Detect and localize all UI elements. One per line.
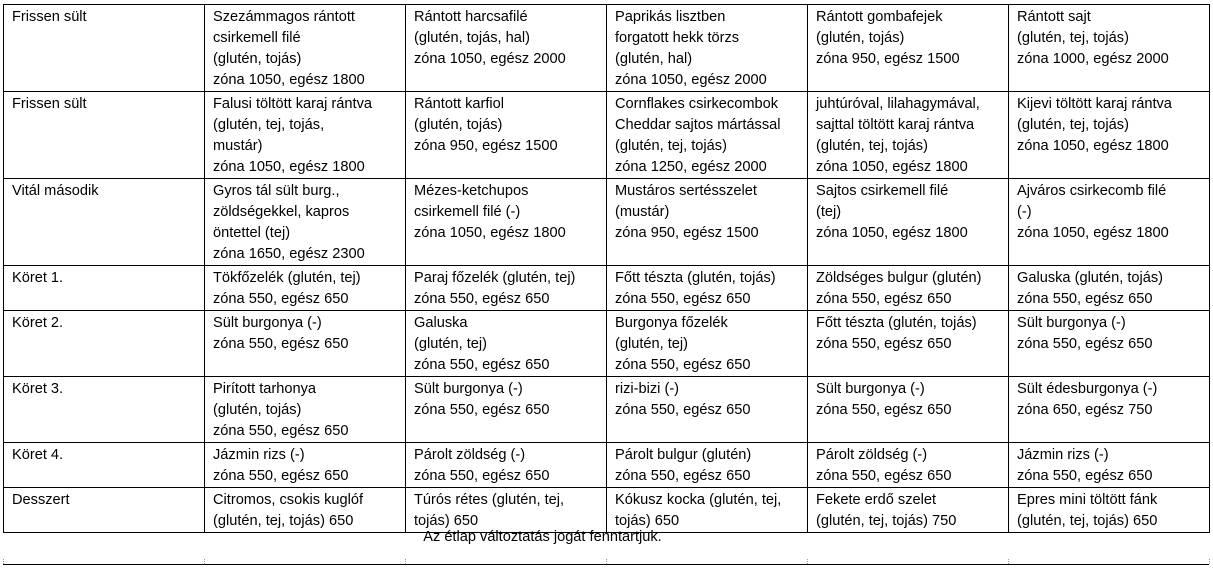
dish-cell (406, 311, 607, 377)
dish-line: zóna 1000, egész 2000 (1017, 51, 1169, 67)
dish-line: Sült burgonya (-) (1017, 315, 1126, 331)
dish-cell (1009, 92, 1210, 179)
dish-line: (tej) (816, 204, 842, 220)
dish-line: Sült burgonya (-) (816, 381, 925, 397)
dish-line: zóna 550, egész 650 (615, 357, 751, 373)
dish-cell (406, 443, 607, 488)
dish-line: zóna 550, egész 650 (816, 402, 952, 418)
dish-line: Ajváros csirkecomb filé (1017, 183, 1167, 199)
dish-line: zóna 1050, egész 1800 (816, 225, 968, 241)
dish-cell (406, 5, 607, 92)
dish-line: Burgonya főzelék (615, 315, 728, 331)
dish-cell (607, 179, 808, 266)
dish-line: (glutén, hal) (615, 51, 693, 67)
category-label: Köret 4. (12, 447, 64, 463)
category-cell (4, 5, 205, 92)
dish-cell (808, 179, 1009, 266)
dish-line: zóna 550, egész 650 (213, 423, 349, 439)
dish-line: zóna 550, egész 650 (1017, 468, 1153, 484)
dish-cell (607, 311, 808, 377)
dish-line: zóna 1050, egész 1800 (816, 159, 968, 175)
dish-line: zóna 650, egész 750 (1017, 402, 1153, 418)
category-label: Desszert (12, 492, 70, 508)
dish-line: zóna 550, egész 650 (414, 291, 550, 307)
menu-row (4, 179, 1210, 266)
dish-line: Főtt tészta (glutén, tojás) (816, 315, 977, 331)
dish-line: tojás) 650 (414, 513, 479, 529)
dish-cell (406, 377, 607, 443)
dish-line: tojás) 650 (615, 513, 680, 529)
dish-line: Gyros tál sült burg., (213, 183, 340, 199)
dish-cell (205, 179, 406, 266)
dish-line: Citromos, csokis kuglóf (213, 492, 364, 508)
dish-cell (205, 266, 406, 311)
category-label: Vitál második (12, 183, 99, 199)
dish-line: zóna 550, egész 650 (615, 291, 751, 307)
dish-cell (1009, 266, 1210, 311)
category-cell (4, 266, 205, 311)
menu-row (4, 377, 1210, 443)
column-tick (1209, 559, 1210, 564)
dish-line: Jázmin rizs (-) (1017, 447, 1109, 463)
dish-cell (205, 5, 406, 92)
category-label: Frissen sült (12, 96, 87, 112)
dish-line: Fekete erdő szelet (816, 492, 937, 508)
dish-line: öntettel (tej) (213, 225, 291, 241)
category-cell (4, 179, 205, 266)
dish-line: Jázmin rizs (-) (213, 447, 305, 463)
dish-cell (607, 92, 808, 179)
dish-cell (406, 179, 607, 266)
dish-line: (glutén, tojás) (213, 51, 302, 67)
dish-line: zóna 950, egész 1500 (816, 51, 960, 67)
menu-row (4, 266, 1210, 311)
dish-line: zóna 550, egész 650 (213, 291, 349, 307)
column-tick (606, 559, 607, 564)
dish-cell (607, 5, 808, 92)
dish-cell (808, 488, 1009, 533)
category-cell (4, 92, 205, 179)
dish-line: Cheddar sajtos mártással (615, 117, 781, 133)
dish-line: zóna 1050, egész 2000 (414, 51, 566, 67)
menu-row (4, 5, 1210, 92)
dish-line: (-) (1017, 204, 1032, 220)
dish-line: (glutén, tej, tojás, (213, 117, 325, 133)
dish-line: zóna 950, egész 1500 (615, 225, 759, 241)
category-cell (4, 377, 205, 443)
dish-line: zóna 550, egész 650 (213, 336, 349, 352)
dish-line: zóna 950, egész 1500 (414, 138, 558, 154)
dish-line: zóna 550, egész 650 (1017, 336, 1153, 352)
dish-line: Sült burgonya (-) (414, 381, 523, 397)
dish-cell (808, 92, 1009, 179)
dish-cell (607, 377, 808, 443)
dish-line: (glutén, tej) (615, 336, 689, 352)
dish-cell (1009, 5, 1210, 92)
dish-cell (406, 488, 607, 533)
dish-line: (glutén, tej) (414, 336, 488, 352)
dish-line: (glutén, tej, tojás) 650 (213, 513, 354, 529)
dish-line: Kókusz kocka (glutén, tej, (615, 492, 782, 508)
dish-line: Párolt zöldség (-) (414, 447, 526, 463)
dish-cell (808, 266, 1009, 311)
dish-cell (205, 443, 406, 488)
dish-line: Falusi töltött karaj rántva (213, 96, 372, 112)
dish-line: (glutén, tojás, hal) (414, 30, 531, 46)
dish-cell (1009, 311, 1210, 377)
dish-line: zóna 1050, egész 1800 (414, 225, 566, 241)
dish-cell (205, 92, 406, 179)
menu-row (4, 488, 1210, 533)
dish-cell (406, 92, 607, 179)
dish-line: Rántott sajt (1017, 9, 1091, 25)
dish-line: Szezámmagos rántott (213, 9, 355, 25)
dish-line: Mézes-ketchupos (414, 183, 529, 199)
bottom-rule (3, 564, 1209, 565)
dish-line: zóna 1050, egész 1800 (213, 159, 365, 175)
dish-line: Sajtos csirkemell filé (816, 183, 949, 199)
dish-cell (406, 266, 607, 311)
menu-row (4, 311, 1210, 377)
dish-line: (glutén, tej, tojás) (1017, 117, 1129, 133)
dish-line: juhtúróval, lilahagymával, (816, 96, 980, 112)
dish-line: zóna 1050, egész 2000 (615, 72, 767, 88)
dish-line: (glutén, tej, tojás) (615, 138, 727, 154)
dish-line: Rántott harcsafilé (414, 9, 528, 25)
dish-line: Főtt tészta (glutén, tojás) (615, 270, 776, 286)
dish-cell (808, 377, 1009, 443)
dish-line: zóna 550, egész 650 (615, 402, 751, 418)
dish-line: Rántott gombafejek (816, 9, 943, 25)
dish-line: zóna 550, egész 650 (1017, 291, 1153, 307)
category-label: Köret 2. (12, 315, 64, 331)
dish-line: csirkemell filé (213, 30, 301, 46)
footer-note: Az étlap változtatás jogát fenntartjuk. (423, 529, 662, 545)
dish-line: (glutén, tej, tojás) (816, 138, 928, 154)
category-cell (4, 311, 205, 377)
dish-line: Paprikás lisztben (615, 9, 726, 25)
dish-line: zöldségekkel, kapros (213, 204, 350, 220)
category-label: Frissen sült (12, 9, 87, 25)
dish-cell (808, 443, 1009, 488)
dish-line: Galuska (glutén, tojás) (1017, 270, 1164, 286)
dish-line: Párolt bulgur (glutén) (615, 447, 752, 463)
dish-line: forgatott hekk törzs (615, 30, 740, 46)
dish-line: Túrós rétes (glutén, tej, (414, 492, 565, 508)
dish-cell (205, 377, 406, 443)
column-tick (405, 559, 406, 564)
dish-line: Rántott karfiol (414, 96, 505, 112)
dish-cell (607, 266, 808, 311)
dish-line: Epres mini töltött fánk (1017, 492, 1158, 508)
dish-line: zóna 1050, egész 1800 (1017, 225, 1169, 241)
dish-line: zóna 550, egész 650 (816, 336, 952, 352)
column-tick (807, 559, 808, 564)
dish-line: zóna 1050, egész 1800 (213, 72, 365, 88)
dish-line: zóna 550, egész 650 (213, 468, 349, 484)
dish-line: rizi-bizi (-) (615, 381, 680, 397)
dish-line: zóna 1250, egész 2000 (615, 159, 767, 175)
dish-line: zóna 1050, egész 1800 (1017, 138, 1169, 154)
dish-line: zóna 550, egész 650 (816, 468, 952, 484)
category-label: Köret 1. (12, 270, 64, 286)
dish-cell (205, 488, 406, 533)
dish-line: (glutén, tojás) (816, 30, 905, 46)
dish-cell (808, 5, 1009, 92)
dish-line: Mustáros sertésszelet (615, 183, 757, 199)
dish-line: Zöldséges bulgur (glutén) (816, 270, 982, 286)
dish-line: zóna 550, egész 650 (615, 468, 751, 484)
category-cell (4, 443, 205, 488)
dish-line: Tökfőzelék (glutén, tej) (213, 270, 361, 286)
menu-row (4, 443, 1210, 488)
category-cell (4, 488, 205, 533)
dish-line: zóna 550, egész 650 (816, 291, 952, 307)
column-tick (204, 559, 205, 564)
column-tick (3, 559, 4, 564)
dish-line: zóna 550, egész 650 (414, 357, 550, 373)
menu-table (3, 4, 1210, 533)
dish-cell (607, 488, 808, 533)
dish-line: Sült burgonya (-) (213, 315, 322, 331)
category-label: Köret 3. (12, 381, 64, 397)
dish-line: Sült édesburgonya (-) (1017, 381, 1158, 397)
dish-line: sajttal töltött karaj rántva (816, 117, 975, 133)
dish-line: (glutén, tej, tojás) (1017, 30, 1129, 46)
dish-line: (glutén, tojás) (213, 402, 302, 418)
dish-line: zóna 550, egész 650 (414, 402, 550, 418)
dish-line: Galuska (414, 315, 468, 331)
dish-line: Pirított tarhonya (213, 381, 317, 397)
dish-line: csirkemell filé (-) (414, 204, 521, 220)
dish-cell (607, 443, 808, 488)
menu-row (4, 92, 1210, 179)
dish-cell (808, 311, 1009, 377)
dish-line: (mustár) (615, 204, 670, 220)
dish-line: Kijevi töltött karaj rántva (1017, 96, 1172, 112)
dish-line: Paraj főzelék (glutén, tej) (414, 270, 576, 286)
dish-line: Cornflakes csirkecombok (615, 96, 779, 112)
dish-line: zóna 550, egész 650 (414, 468, 550, 484)
dish-line: (glutén, tej, tojás) 750 (816, 513, 957, 529)
dish-cell (1009, 377, 1210, 443)
dish-cell (205, 311, 406, 377)
dish-cell (1009, 179, 1210, 266)
dish-cell (1009, 488, 1210, 533)
dish-line: zóna 1650, egész 2300 (213, 246, 365, 262)
dish-line: (glutén, tej, tojás) 650 (1017, 513, 1158, 529)
dish-line: Párolt zöldség (-) (816, 447, 928, 463)
dish-line: mustár) (213, 138, 263, 154)
dish-cell (1009, 443, 1210, 488)
dish-line: (glutén, tojás) (414, 117, 503, 133)
column-tick (1008, 559, 1009, 564)
